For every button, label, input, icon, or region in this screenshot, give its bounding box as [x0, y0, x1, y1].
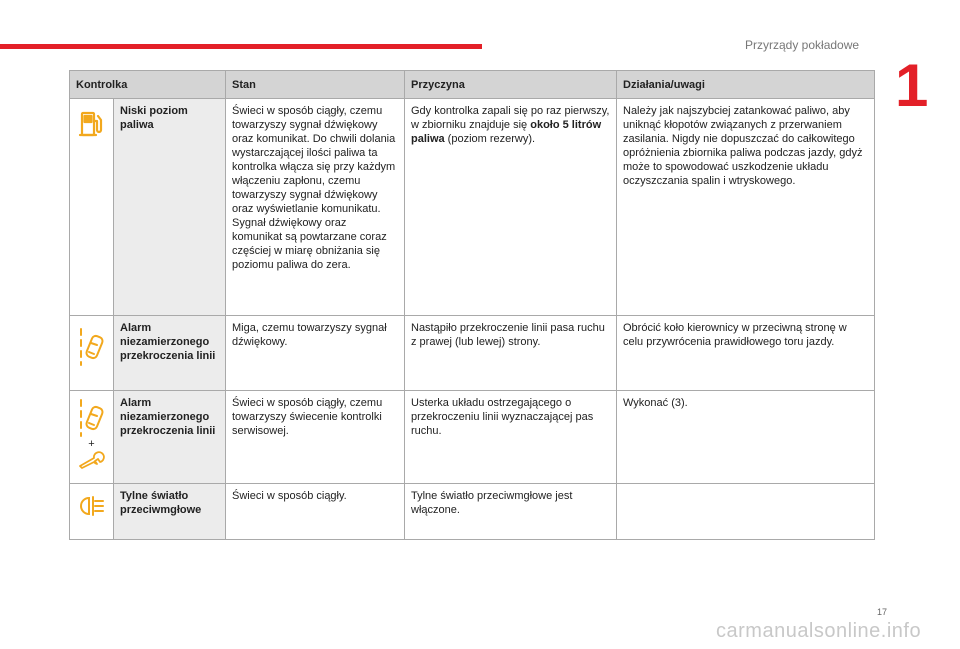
cause-cell: Tylne światło przeciwmgłowe jest włączone. [405, 484, 617, 540]
state-cell: Świeci w sposób ciągły. [226, 484, 405, 540]
cause-text-post: (poziom rezerwy). [444, 133, 536, 145]
icon-cell [70, 391, 114, 484]
cause-text-pre: Gdy kontrolka zapali się po raz pierwszy, w zbiorniku znajduje się [411, 105, 610, 131]
rear-fog-light-icon [78, 494, 106, 522]
action-cell: Wykonać (3). [617, 391, 875, 484]
cause-cell: Nastąpiło przekroczenie linii pasa ruchu z prawej (lub lewej) strony. [405, 316, 617, 391]
icon-cell [70, 316, 114, 391]
state-cell: Miga, czemu towarzyszy sygnał dźwiękowy. [226, 316, 405, 391]
plus-sign: + [88, 438, 95, 450]
cause-text-bold: około 5 litrów paliwa [411, 119, 602, 145]
state-cell: Świeci w sposób ciągły, czemu towarzyszy sygnał dźwiękowy oraz komunikat. Do chwili dolania wystarczającej ilości paliwa ta kontrolka włącza się przy każdym włączeniu zapłonu, czemu towarzyszy sygnał dźwiękowy oraz wyświetlanie komunikatu. Sygnał dźwiękowy oraz komunikat są powtarzane coraz częściej w miarę obniżania się poziomu paliwa do zera. [226, 99, 405, 316]
column-header-state: Stan [226, 71, 405, 99]
fuel-pump-icon [78, 109, 106, 143]
chapter-number: 1 [895, 52, 929, 119]
top-accent-bar [0, 44, 482, 49]
table-row [70, 391, 875, 484]
column-header-cause: Przyczyna [405, 71, 617, 99]
indicator-name: Alarm niezamierzonego przekroczenia linii [114, 391, 226, 484]
cause-cell [405, 99, 617, 316]
action-cell: Obrócić koło kierownicy w przeciwną stronę w celu przywrócenia prawidłowego toru jazdy. [617, 316, 875, 391]
icon-cell [70, 484, 114, 540]
table-row [70, 99, 875, 316]
cause-cell: Usterka układu ostrzegającego o przekroczeniu linii wyznaczającej pas ruchu. [405, 391, 617, 484]
column-header-action: Działania/uwagi [617, 71, 875, 99]
state-cell: Świeci w sposób ciągły, czemu towarzyszy świecenie kontrolki serwisowej. [226, 391, 405, 484]
lane-departure-icon [77, 397, 107, 441]
indicator-name: Niski poziom paliwa [114, 99, 226, 316]
watermark: carmanualsonline.info [716, 620, 922, 642]
page-number: 17 [877, 607, 888, 617]
lane-departure-icon [77, 326, 107, 370]
table-header-row [70, 71, 875, 99]
action-cell [617, 484, 875, 540]
table-row [70, 316, 875, 391]
indicator-name: Alarm niezamierzonego przekroczenia linii [114, 316, 226, 391]
icon-cell [70, 99, 114, 316]
indicator-table [69, 70, 875, 540]
section-title: Przyrządy pokładowe [745, 38, 860, 52]
wrench-icon [77, 451, 107, 473]
indicator-name: Tylne światło przeciwmgłowe [114, 484, 226, 540]
column-header-indicator: Kontrolka [70, 71, 226, 99]
action-cell: Należy jak najszybciej zatankować paliwo, aby uniknąć kłopotów związanych z przerwaniem zasilania. Nigdy nie dopuszczać do całkowitego opróżnienia zbiornika paliwa podczas jazdy, gdyż może to spowodować uszkodzenie układu oczyszczania spalin i wtryskowego. [617, 99, 875, 316]
table-row [70, 484, 875, 540]
